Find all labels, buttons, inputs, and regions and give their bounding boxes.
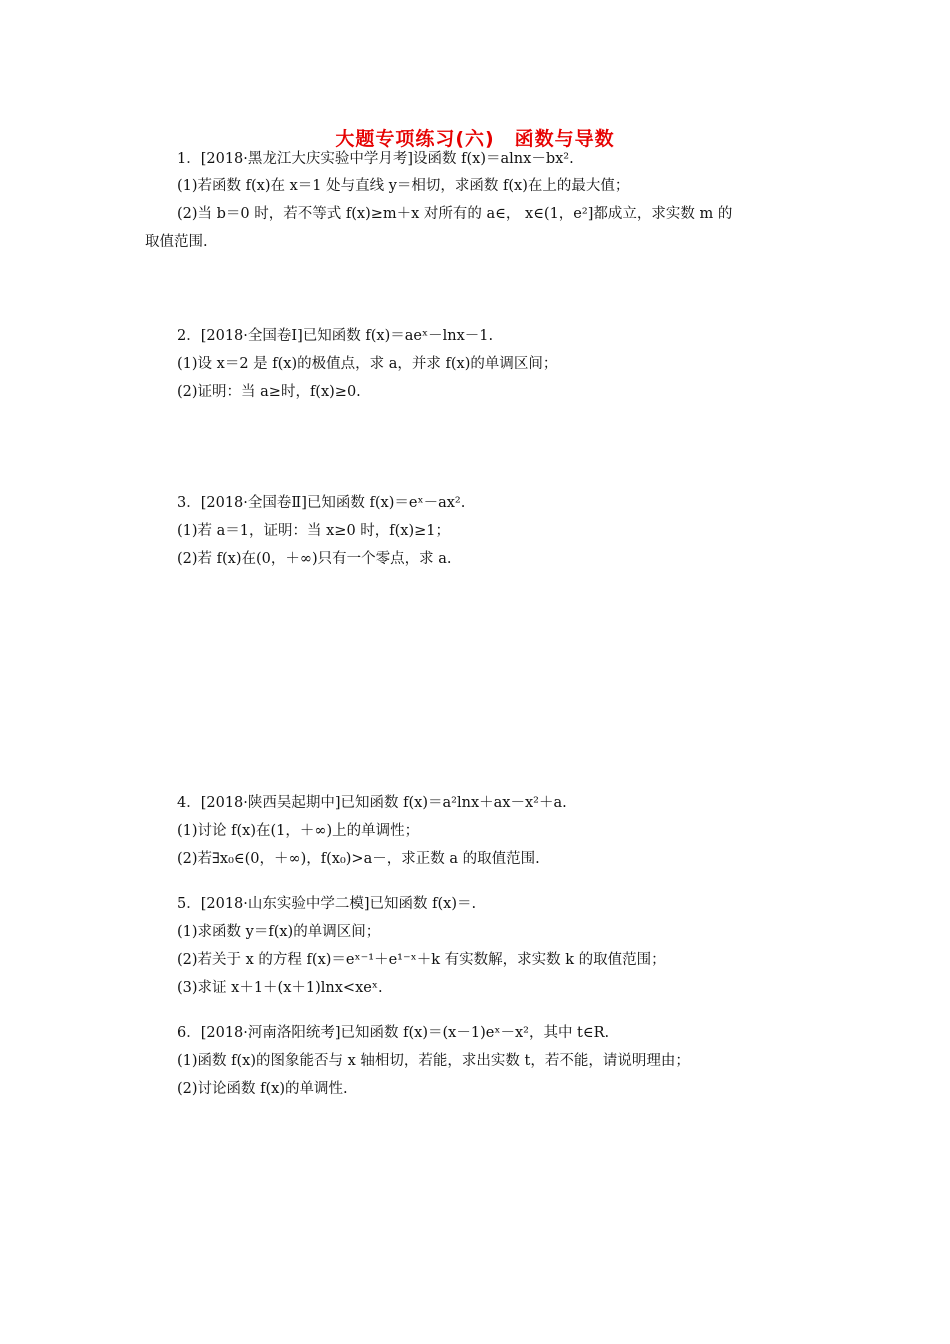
problem-1-part-1: (1)若函数 f(x)在 x＝1 处与直线 y＝相切，求函数 f(x)在上的最大值； <box>177 178 630 194</box>
problem-1-part-2: (2)当 b＝0 时，若不等式 f(x)≥m＋x 对所有的 a∈， x∈(1，e²]都成立，求实数 m 的 <box>177 206 733 222</box>
problem-6-part-1: (1)函数 f(x)的图象能否与 x 轴相切，若能，求出实数 t，若不能，请说明理由； <box>177 1053 690 1069</box>
problem-6-part-2: (2)讨论函数 f(x)的单调性. <box>177 1081 348 1097</box>
problem-1-statement: 1．[2018·黑龙江大庆实验中学月考]设函数 f(x)＝alnx－bx². <box>177 151 574 167</box>
problem-5-statement: 5．[2018·山东实验中学二模]已知函数 f(x)＝. <box>177 896 477 912</box>
problem-4-statement: 4．[2018·陕西吴起期中]已知函数 f(x)＝a²lnx＋ax－x²＋a. <box>177 795 567 811</box>
problem-2-part-2: (2)证明：当 a≥时，f(x)≥0. <box>177 384 361 400</box>
page-title: 大题专项练习(六) 函数与导数 <box>335 128 615 150</box>
problem-5-part-1: (1)求函数 y＝f(x)的单调区间； <box>177 924 381 940</box>
problem-6-statement: 6．[2018·河南洛阳统考]已知函数 f(x)＝(x－1)eˣ－x²，其中 t∈R. <box>177 1025 610 1041</box>
problem-3-part-2: (2)若 f(x)在(0，＋∞)只有一个零点，求 a. <box>177 551 452 567</box>
problem-3-statement: 3．[2018·全国卷Ⅱ]已知函数 f(x)＝eˣ－ax². <box>177 495 466 511</box>
problem-4-part-1: (1)讨论 f(x)在(1，＋∞)上的单调性； <box>177 823 420 839</box>
problem-1-part-2-continuation: 取值范围. <box>145 234 208 250</box>
problem-3-part-1: (1)若 a＝1，证明：当 x≥0 时，f(x)≥1； <box>177 523 451 539</box>
problem-4-part-2: (2)若∃x₀∈(0，＋∞)，f(x₀)>a－，求正数 a 的取值范围. <box>177 851 540 867</box>
problem-5-part-2: (2)若关于 x 的方程 f(x)＝eˣ⁻¹＋e¹⁻ˣ＋k 有实数解，求实数 k 的取值范围； <box>177 952 666 968</box>
problem-2-statement: 2．[2018·全国卷Ⅰ]已知函数 f(x)＝aeˣ－lnx－1. <box>177 328 494 344</box>
problem-2-part-1: (1)设 x＝2 是 f(x)的极值点，求 a，并求 f(x)的单调区间； <box>177 356 558 372</box>
problem-5-part-3: (3)求证 x＋1＋(x＋1)lnx<xeˣ. <box>177 980 383 996</box>
